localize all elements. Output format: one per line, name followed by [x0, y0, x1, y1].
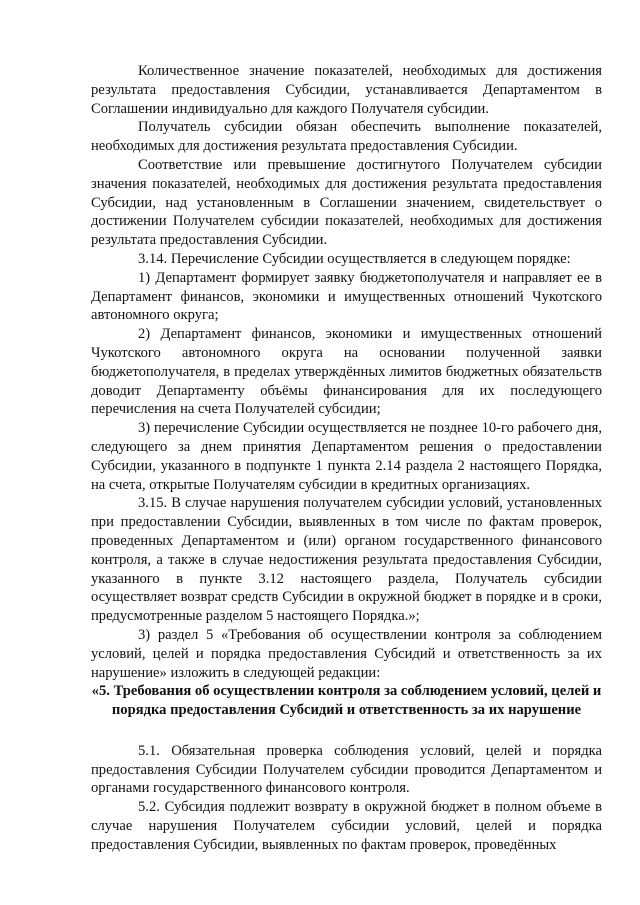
- amendment-item-3: 3) раздел 5 «Требования об осуществлении контроля за соблюдением условий, целей и порядка предоставления Субсидий и ответственность за их нарушение» изложить в следующей редакции:: [91, 626, 602, 681]
- paragraph-indicator-value: Количественное значение показателей, необходимых для достижения результата предоставления Субсидии, устанавливается Департаментом в Соглашении индивидуально для каждого Получателя субсидии.: [91, 63, 602, 117]
- paragraph-recipient-obligation: Получатель субсидии обязан обеспечить выполнение показателей, необходимых для достижения результата предоставления Субсидии.: [91, 119, 602, 155]
- paragraph-indicator-achievement: Соответствие или превышение достигнутого Получателем субсидии значения показателей, необходимых для достижения результата предоставления Субсидии, над установленным в Соглашении значением, свидетельствует о достижении Получателем субсидии показателей, необходимых для достижения результата предоставления Субсидии.: [91, 156, 602, 249]
- clause-3-14-item-3: 3) перечисление Субсидии осуществляется не позднее 10-го рабочего дня, следующего за днем принятия Департаментом решения о предоставлении Субсидии, указанного в подпункте 1 пункта 2.14 раздела 2 настоящего Порядка, на счета, открытые Получателям субсидии в кредитных организациях.: [91, 420, 602, 493]
- clause-3-14-item-1: 1) Департамент формирует заявку бюджетополучателя и направляет ее в Департамент финансов, экономики и имущественных отношений Чукотского автономного округа;: [91, 269, 602, 324]
- clause-5-2: 5.2. Субсидия подлежит возврату в окружной бюджет в полном объеме в случае нарушения Получателем субсидии условий, целей и порядка предоставления Субсидии, выявленных по фактам проверок, проведённых: [91, 799, 602, 853]
- clause-3-14: 3.14. Перечисление Субсидии осуществляется в следующем порядке:: [138, 250, 571, 267]
- clause-3-15: 3.15. В случае нарушения получателем субсидии условий, установленных при предоставлении Субсидии, выявленных в том числе по фактам проверок, проведенных Департаментом и (или) органом государственного финансового контроля, а также в случае недостижения результата предоставления Субсидии, указанного в пункте 3.12 настоящего раздела, Получатель субсидии осуществляет возврат средств Субсидии в окружной бюджет в порядке и в сроки, предусмотренные разделом 5 настоящего Порядка.»;: [91, 495, 602, 625]
- clause-5-1: 5.1. Обязательная проверка соблюдения условий, целей и порядка предоставления Субсидии Получателем субсидии проводится Департаментом и органами государственного финансового контроля.: [91, 742, 602, 797]
- section-5-heading: «5. Требования об осуществлении контроля за соблюдением условий, целей и порядка предоставления Субсидий и ответственность за их нарушение: [91, 683, 602, 719]
- heading-spacer: [91, 720, 602, 742]
- document-page: [91, 62, 602, 855]
- clause-3-14-item-2: 2) Департамент финансов, экономики и имущественных отношений Чукотского автономного округа на основании полученной заявки бюджетополучателя, в пределах утверждённых лимитов бюджетных обязательств доводит Департаменту объёмы финансирования для их последующего перечисления на счета Получателей субсидии;: [91, 326, 602, 418]
